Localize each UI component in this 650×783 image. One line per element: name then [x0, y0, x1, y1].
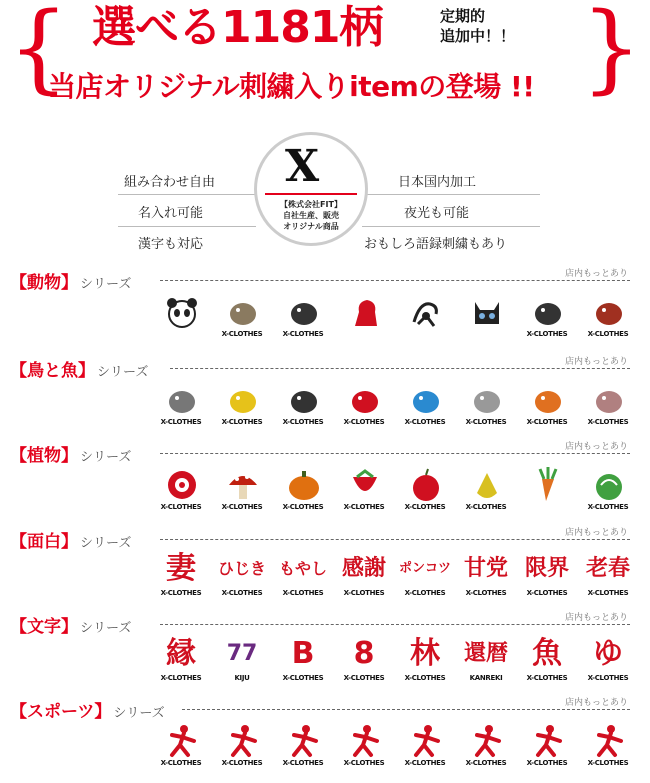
right-brace: } [580, 0, 642, 104]
design-item-label: X-CLOTHES [465, 589, 507, 597]
number-8-icon: 8 [353, 636, 375, 671]
pear-icon [469, 467, 505, 503]
design-item[interactable] [333, 378, 395, 440]
design-item-label: X-CLOTHES [160, 418, 202, 426]
design-item[interactable] [211, 378, 273, 440]
design-item[interactable] [333, 463, 395, 525]
design-item[interactable] [150, 290, 212, 352]
goldfish-icon [347, 382, 383, 418]
design-item[interactable] [333, 719, 395, 781]
redstart-icon [530, 382, 566, 418]
series-title-text: 【スポーツ】 [10, 702, 112, 722]
feature-divider [118, 194, 256, 195]
design-item[interactable] [333, 634, 395, 696]
series-suffix: シリーズ [80, 450, 132, 465]
twin-birds-icon [591, 382, 627, 418]
design-item-label: X-CLOTHES [404, 589, 446, 597]
design-item[interactable] [455, 549, 517, 611]
brand-logo [254, 132, 368, 246]
feature-divider [362, 226, 540, 227]
design-item[interactable] [394, 290, 456, 352]
carrot-icon [530, 467, 566, 503]
kanji-tsuma-icon: 妻 [166, 551, 196, 586]
kana-moyashi-icon: もやし [278, 559, 327, 578]
design-item-label: X-CLOTHES [282, 330, 324, 338]
series-items [150, 463, 640, 525]
design-item[interactable] [211, 634, 273, 696]
design-item-label: X-CLOTHES [221, 759, 263, 767]
series-title-text: 【鳥と魚】 [10, 361, 95, 381]
series-items [150, 549, 640, 611]
mushroom-icon [225, 467, 261, 503]
design-item-label: X-CLOTHES [404, 674, 446, 682]
kanji-sakana-icon: 魚 [532, 636, 562, 671]
series-items [150, 290, 640, 352]
feature-divider [362, 194, 540, 195]
horse-head-icon [530, 294, 566, 330]
series-divider [160, 624, 630, 625]
design-item[interactable] [394, 719, 456, 781]
series-more-link[interactable]: 店内もっとあり [564, 442, 628, 452]
design-item-label: X-CLOTHES [465, 418, 507, 426]
design-item-label: X-CLOTHES [282, 503, 324, 511]
design-item[interactable] [272, 378, 334, 440]
design-item-label: X-CLOTHES [343, 589, 385, 597]
design-item[interactable] [272, 290, 334, 352]
design-item-label: X-CLOTHES [282, 589, 324, 597]
design-item[interactable] [272, 634, 334, 696]
series-section [0, 612, 650, 698]
feature-left-3: 漢字も対応 [138, 237, 204, 252]
design-item-label: X-CLOTHES [221, 330, 263, 338]
design-item[interactable] [577, 549, 639, 611]
design-item-label: X-CLOTHES [343, 674, 385, 682]
design-item-label: X-CLOTHES [526, 759, 568, 767]
series-suffix: シリーズ [80, 536, 132, 551]
white-bird-icon [164, 382, 200, 418]
cat-icon [469, 294, 505, 330]
design-item[interactable] [577, 634, 639, 696]
design-item[interactable] [516, 719, 578, 781]
series-title [10, 268, 131, 293]
design-item-label: X-CLOTHES [526, 418, 568, 426]
design-item[interactable] [516, 549, 578, 611]
design-item-label: X-CLOTHES [343, 418, 385, 426]
headline-side-line2: 追加中！！ [440, 27, 516, 45]
series-more-link[interactable]: 店内もっとあり [564, 528, 628, 538]
design-item[interactable] [577, 719, 639, 781]
design-item[interactable] [333, 290, 395, 352]
series-more-link[interactable]: 店内もっとあり [564, 357, 628, 367]
series-section [0, 356, 650, 442]
letter-b-icon: B [291, 636, 315, 671]
subheadline: 当店オリジナル刺繍入りitemの登場 !! [48, 70, 535, 103]
design-item-label: X-CLOTHES [282, 418, 324, 426]
cabbage-icon [591, 467, 627, 503]
design-item[interactable] [272, 463, 334, 525]
design-item-label: X-CLOTHES [160, 759, 202, 767]
series-section [0, 527, 650, 613]
design-item[interactable] [272, 549, 334, 611]
design-item[interactable] [150, 378, 212, 440]
kanji-genkai-icon: 限界 [524, 556, 569, 581]
kana-hijiki-icon: ひじき [217, 559, 266, 578]
design-item-label: X-CLOTHES [404, 503, 446, 511]
series-title-text: 【植物】 [10, 446, 78, 466]
runner-icon [225, 723, 261, 759]
series-suffix: シリーズ [80, 277, 132, 292]
design-item[interactable] [333, 549, 395, 611]
design-item[interactable] [150, 463, 212, 525]
blue-bird-icon [408, 382, 444, 418]
seal-hayashi-icon: 林 [410, 636, 440, 671]
design-item[interactable] [211, 719, 273, 781]
design-item[interactable] [577, 378, 639, 440]
design-item-label: X-CLOTHES [465, 759, 507, 767]
scorpion-icon [408, 294, 444, 330]
series-divider [160, 453, 630, 454]
kana-ponkotsu-icon: ポンコツ [398, 561, 451, 576]
design-item[interactable] [211, 290, 273, 352]
series-title [10, 441, 131, 466]
design-item[interactable] [455, 634, 517, 696]
design-item[interactable] [516, 634, 578, 696]
design-item-label: X-CLOTHES [587, 674, 629, 682]
design-item-label: X-CLOTHES [343, 759, 385, 767]
series-suffix: シリーズ [80, 621, 132, 636]
company-name: 【株式会社FIT】 [280, 200, 342, 209]
kanji-kansha-icon: 感謝 [341, 556, 386, 581]
design-item-label: X-CLOTHES [587, 330, 629, 338]
cockatiel-icon [225, 382, 261, 418]
basketball-player-icon [347, 723, 383, 759]
number-77-icon: 77 [226, 641, 258, 666]
design-item-label: X-CLOTHES [221, 589, 263, 597]
series-section [0, 441, 650, 527]
series-title [10, 356, 148, 381]
design-item[interactable] [272, 719, 334, 781]
series-section [0, 268, 650, 354]
design-item-label: X-CLOTHES [526, 330, 568, 338]
headline-side-line1: 定期的 [440, 7, 486, 25]
headline: 選べる1181柄 [92, 2, 383, 53]
kanji-en-icon: 縁 [166, 636, 196, 671]
left-brace: { [8, 0, 70, 104]
feature-right-2: 夜光も可能 [404, 206, 470, 221]
feature-left-1: 組み合わせ自由 [124, 175, 216, 190]
series-divider [160, 280, 630, 281]
design-item[interactable] [394, 634, 456, 696]
series-title [10, 527, 131, 552]
series-divider [160, 539, 630, 540]
design-item-label: X-CLOTHES [587, 418, 629, 426]
company-product-note: オリジナル商品 [283, 222, 339, 231]
series-suffix: シリーズ [97, 365, 149, 380]
series-items [150, 634, 640, 696]
design-item[interactable] [577, 463, 639, 525]
series-suffix: シリーズ [113, 706, 165, 721]
design-item-label: X-CLOTHES [404, 418, 446, 426]
design-item[interactable] [516, 290, 578, 352]
company-tagline: 自社生産、販売 [283, 211, 339, 220]
kanji-amatou-icon: 甘党 [463, 556, 508, 581]
sparrow-icon [286, 382, 322, 418]
design-item-label: X-CLOTHES [526, 674, 568, 682]
kanji-kanreki-icon: 還暦 [463, 641, 508, 666]
design-item-label: X-CLOTHES [404, 759, 446, 767]
series-title-text: 【文字】 [10, 617, 78, 637]
feature-right-3: おもしろ語録刺繍もあり [364, 237, 508, 252]
series-more-link[interactable]: 店内もっとあり [564, 613, 628, 623]
design-item[interactable] [394, 463, 456, 525]
series-more-link[interactable]: 店内もっとあり [564, 698, 628, 708]
series-title [10, 697, 165, 722]
design-item[interactable] [455, 719, 517, 781]
design-item[interactable] [516, 378, 578, 440]
series-title-text: 【面白】 [10, 532, 78, 552]
design-item[interactable] [394, 378, 456, 440]
series-title-text: 【動物】 [10, 273, 78, 293]
design-item-label: X-CLOTHES [587, 503, 629, 511]
headline-side-note [440, 6, 515, 46]
kanji-oiharu-icon: 老春 [585, 556, 630, 581]
kana-yu-icon: ゆ [593, 636, 623, 671]
apple-icon [408, 467, 444, 503]
design-item[interactable] [150, 719, 212, 781]
feature-divider [118, 226, 256, 227]
design-item[interactable] [211, 549, 273, 611]
design-item[interactable] [150, 549, 212, 611]
java-sparrow-icon [469, 382, 505, 418]
design-item-label: X-CLOTHES [526, 589, 568, 597]
design-item-label: X-CLOTHES [160, 589, 202, 597]
design-item-label: KANREKI [469, 674, 503, 682]
feature-left-2: 名入れ可能 [138, 206, 204, 221]
hedgehog-icon [225, 294, 261, 330]
design-item-label: X-CLOTHES [587, 759, 629, 767]
design-item-label: X-CLOTHES [160, 503, 202, 511]
design-item[interactable] [516, 463, 578, 525]
design-item-label: X-CLOTHES [465, 503, 507, 511]
design-item-label: X-CLOTHES [160, 674, 202, 682]
series-divider [182, 709, 630, 710]
sprinter-icon [530, 723, 566, 759]
brand-mark: X [285, 141, 320, 192]
soccer-player-icon [286, 723, 322, 759]
rose-icon [164, 467, 200, 503]
design-item-label: X-CLOTHES [587, 589, 629, 597]
strawberry-icon [347, 467, 383, 503]
design-item[interactable] [211, 463, 273, 525]
series-divider [170, 368, 630, 369]
martial-arts-icon [164, 723, 200, 759]
logo-underline [265, 193, 357, 195]
tennis-player-icon [591, 723, 627, 759]
design-item-label: X-CLOTHES [221, 503, 263, 511]
design-item-label: X-CLOTHES [343, 503, 385, 511]
volleyball-player-icon [469, 723, 505, 759]
handball-player-icon [408, 723, 444, 759]
design-item[interactable] [455, 463, 517, 525]
design-item[interactable] [455, 290, 517, 352]
design-item-label: X-CLOTHES [221, 418, 263, 426]
design-item[interactable] [150, 634, 212, 696]
design-item[interactable] [577, 290, 639, 352]
pug-icon [286, 294, 322, 330]
series-title [10, 612, 131, 637]
design-item-label: KIJU [234, 674, 250, 682]
series-section [0, 697, 650, 783]
panda-icon [164, 294, 200, 330]
horse-icon [347, 294, 383, 330]
series-items [150, 378, 640, 440]
series-more-link[interactable]: 店内もっとあり [564, 269, 628, 279]
dog-pipe-icon [591, 294, 627, 330]
series-items [150, 719, 640, 781]
design-item[interactable] [455, 378, 517, 440]
design-item[interactable] [394, 549, 456, 611]
feature-right-1: 日本国内加工 [398, 175, 477, 190]
design-item-label: X-CLOTHES [282, 674, 324, 682]
design-item-label: X-CLOTHES [282, 759, 324, 767]
pumpkin-icon [286, 467, 322, 503]
